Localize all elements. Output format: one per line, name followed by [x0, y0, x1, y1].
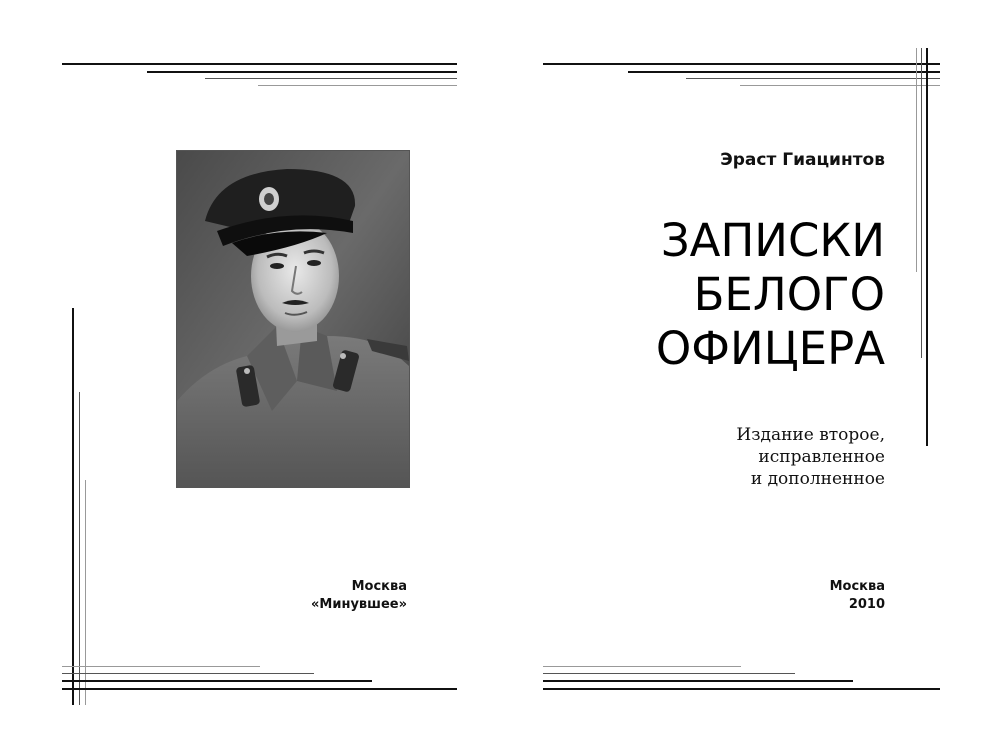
bottom-rule-1 — [62, 666, 260, 667]
right-page — [500, 0, 1000, 750]
imprint-city: Москва — [829, 579, 885, 594]
top-rule-4 — [740, 85, 940, 86]
bottom-rule-1 — [543, 666, 741, 667]
top-rule-2 — [628, 71, 940, 73]
bottom-rule-2 — [62, 673, 314, 674]
vertical-rule-2 — [79, 392, 80, 705]
imprint-year: 2010 — [848, 597, 885, 612]
bottom-rule-thick — [543, 688, 940, 690]
left-imprint — [311, 578, 407, 614]
vertical-rule-1 — [916, 48, 917, 272]
edition-line-2: исправленное — [758, 447, 885, 467]
book-title — [656, 214, 885, 376]
author-name: Эраст Гиацинтов — [720, 150, 885, 170]
vertical-rule-2 — [921, 48, 922, 358]
bottom-rule-3 — [62, 680, 372, 682]
top-rule-3 — [205, 78, 457, 79]
bottom-rule-2 — [543, 673, 795, 674]
bottom-rule-thick — [62, 688, 457, 690]
right-imprint — [830, 578, 885, 614]
edition-line-1: Издание второе, — [736, 425, 885, 445]
vertical-rule-3 — [926, 48, 928, 446]
title-line-3: ОФИЦЕРА — [655, 322, 885, 375]
top-rule-3 — [686, 78, 940, 79]
top-rule-thick — [543, 63, 940, 65]
imprint-city: Москва — [351, 579, 407, 594]
bottom-rule-3 — [543, 680, 853, 682]
title-line-2: БЕЛОГО — [693, 268, 885, 321]
vertical-rule-1 — [72, 308, 74, 705]
vertical-rule-3 — [85, 480, 86, 705]
top-rule-4 — [258, 85, 457, 86]
top-rule-thick — [62, 63, 457, 65]
edition-line-3: и дополненное — [750, 469, 885, 489]
top-rule-2 — [147, 71, 457, 73]
portrait-photo — [176, 150, 410, 488]
portrait-illustration — [177, 151, 409, 487]
imprint-publisher: «Минувшее» — [311, 597, 407, 612]
title-line-1: ЗАПИСКИ — [660, 214, 885, 267]
edition-note — [736, 424, 885, 490]
